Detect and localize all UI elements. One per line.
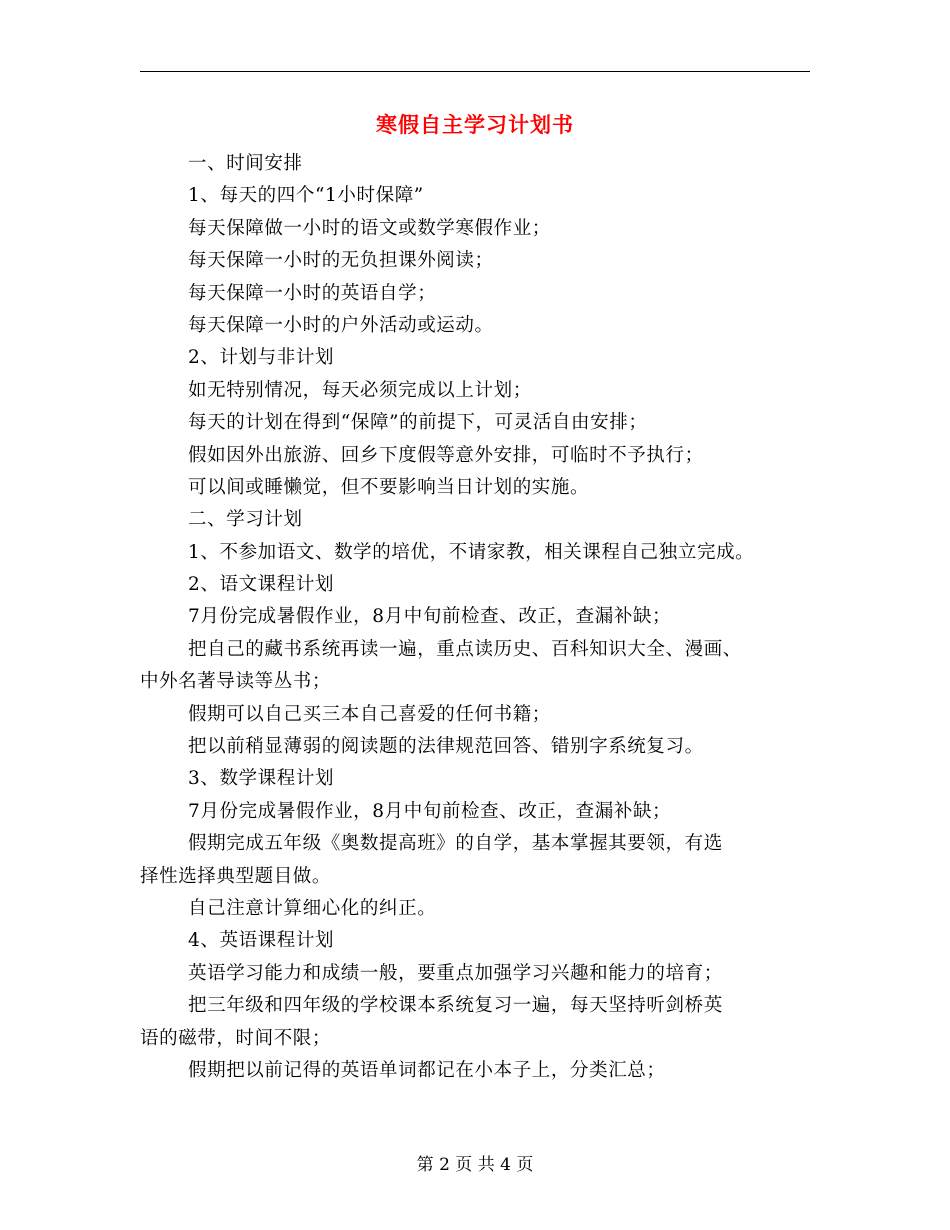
paragraph-line: 每天保障做一小时的语文或数学寒假作业； (188, 217, 551, 239)
paragraph-line: 7月份完成暑假作业，8月中旬前检查、改正，查漏补缺； (188, 800, 672, 822)
subheading-english-plan: 4、英语课程计划 (188, 930, 335, 952)
paragraph-line: 假期完成五年级《奥数提高班》的自学，基本掌握其要领，有选 (188, 833, 723, 855)
paragraph-line: 英语学习能力和成绩一般，要重点加强学习兴趣和能力的培育； (188, 962, 723, 984)
paragraph-line: 如无特别情况，每天必须完成以上计划； (188, 379, 532, 401)
paragraph-line: 每天保障一小时的户外活动或运动。 (188, 314, 494, 336)
paragraph-line: 1、不参加语文、数学的培优，不请家教，相关课程自己独立完成。 (188, 541, 755, 563)
header-rule (140, 71, 810, 72)
paragraph-line: 每天保障一小时的英语自学； (188, 282, 437, 304)
paragraph-line: 自己注意计算细心化的纠正。 (188, 897, 437, 919)
paragraph-line: 把以前稍显薄弱的阅读题的法律规范回答、错别字系统复习。 (188, 736, 704, 758)
document-title: 寒假自主学习计划书 (376, 113, 574, 137)
section-heading-study-plan: 二、学习计划 (188, 509, 303, 531)
section-heading-schedule: 一、时间安排 (188, 153, 303, 174)
subheading-math-plan: 3、数学课程计划 (188, 768, 335, 790)
paragraph-line-continuation: 中外名著导读等丛书； (140, 671, 332, 693)
paragraph-line: 每天的计划在得到“保障”的前提下，可灵活自由安排； (188, 412, 648, 434)
paragraph-line-continuation: 语的磁带，时间不限； (140, 1027, 332, 1049)
paragraph-line: 假期把以前记得的英语单词都记在小本子上，分类汇总； (188, 1059, 666, 1081)
subheading-plan-nonplan: 2、计划与非计划 (188, 347, 335, 369)
paragraph-line: 把自己的藏书系统再读一遍，重点读历史、百科知识大全、漫画、 (188, 638, 742, 660)
paragraph-line: 7月份完成暑假作业，8月中旬前检查、改正，查漏补缺； (188, 606, 672, 628)
paragraph-line-continuation: 择性选择典型题目做。 (140, 865, 332, 887)
subheading-daily-guarantee: 1、每天的四个“1小时保障” (188, 185, 424, 207)
document-body (140, 148, 830, 1087)
paragraph-line: 假期可以自己买三本自己喜爱的任何书籍； (188, 703, 551, 725)
paragraph-line: 可以间或睡懒觉，但不要影响当日计划的实施。 (188, 476, 590, 498)
page-footer: 第 2 页 共 4 页 (416, 1155, 534, 1175)
paragraph-line: 把三年级和四年级的学校课本系统复习一遍，每天坚持听剑桥英 (188, 995, 723, 1017)
paragraph-line: 每天保障一小时的无负担课外阅读； (188, 250, 494, 272)
paragraph-line: 假如因外出旅游、回乡下度假等意外安排，可临时不予执行； (188, 444, 704, 466)
subheading-chinese-plan: 2、语文课程计划 (188, 574, 335, 596)
